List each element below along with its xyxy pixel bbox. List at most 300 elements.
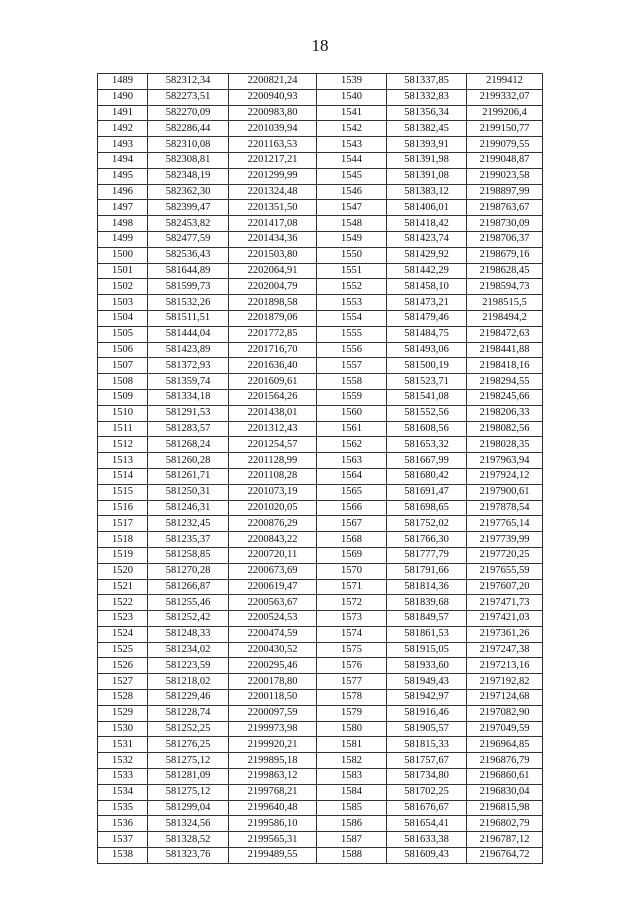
coordinates-table-body xyxy=(98,74,543,864)
point-number-cell: 1555 xyxy=(317,326,387,342)
point-number-cell: 1562 xyxy=(317,437,387,453)
point-number-cell: 1548 xyxy=(317,216,387,232)
point-number-cell: 1581 xyxy=(317,737,387,753)
x-coordinate-cell: 582270,09 xyxy=(148,105,229,121)
y-coordinate-cell: 2196815,98 xyxy=(467,800,543,816)
point-number-cell: 1512 xyxy=(98,437,148,453)
point-number-cell: 1535 xyxy=(98,800,148,816)
y-coordinate-cell: 2198706,37 xyxy=(467,231,543,247)
table-row xyxy=(98,247,543,263)
y-coordinate-cell: 2198730,09 xyxy=(467,216,543,232)
point-number-cell: 1506 xyxy=(98,342,148,358)
x-coordinate-cell: 581599,73 xyxy=(148,279,229,295)
point-number-cell: 1494 xyxy=(98,152,148,168)
x-coordinate-cell: 581383,12 xyxy=(387,184,467,200)
table-row xyxy=(98,753,543,769)
x-coordinate-cell: 581552,56 xyxy=(387,405,467,421)
y-coordinate-cell: 2201351,50 xyxy=(229,200,317,216)
x-coordinate-cell: 582273,51 xyxy=(148,89,229,105)
y-coordinate-cell: 2200178,80 xyxy=(229,674,317,690)
point-number-cell: 1565 xyxy=(317,484,387,500)
point-number-cell: 1558 xyxy=(317,374,387,390)
table-row xyxy=(98,374,543,390)
point-number-cell: 1575 xyxy=(317,642,387,658)
y-coordinate-cell: 2201879,06 xyxy=(229,310,317,326)
y-coordinate-cell: 2198494,2 xyxy=(467,310,543,326)
table-row xyxy=(98,437,543,453)
point-number-cell: 1500 xyxy=(98,247,148,263)
y-coordinate-cell: 2201312,43 xyxy=(229,421,317,437)
x-coordinate-cell: 581291,53 xyxy=(148,405,229,421)
table-row xyxy=(98,721,543,737)
point-number-cell: 1582 xyxy=(317,753,387,769)
y-coordinate-cell: 2201039,94 xyxy=(229,121,317,137)
point-number-cell: 1517 xyxy=(98,516,148,532)
point-number-cell: 1570 xyxy=(317,563,387,579)
y-coordinate-cell: 2200821,24 xyxy=(229,74,317,90)
x-coordinate-cell: 582286,44 xyxy=(148,121,229,137)
x-coordinate-cell: 581484,75 xyxy=(387,326,467,342)
y-coordinate-cell: 2199586,10 xyxy=(229,816,317,832)
table-row xyxy=(98,848,543,864)
point-number-cell: 1536 xyxy=(98,816,148,832)
point-number-cell: 1514 xyxy=(98,468,148,484)
x-coordinate-cell: 581248,33 xyxy=(148,626,229,642)
point-number-cell: 1489 xyxy=(98,74,148,90)
x-coordinate-cell: 581905,57 xyxy=(387,721,467,737)
point-number-cell: 1571 xyxy=(317,579,387,595)
y-coordinate-cell: 2198594,73 xyxy=(467,279,543,295)
point-number-cell: 1537 xyxy=(98,832,148,848)
x-coordinate-cell: 582312,34 xyxy=(148,74,229,90)
x-coordinate-cell: 581849,57 xyxy=(387,611,467,627)
y-coordinate-cell: 2198028,35 xyxy=(467,437,543,453)
x-coordinate-cell: 581523,71 xyxy=(387,374,467,390)
point-number-cell: 1542 xyxy=(317,121,387,137)
x-coordinate-cell: 581915,05 xyxy=(387,642,467,658)
point-number-cell: 1505 xyxy=(98,326,148,342)
point-number-cell: 1578 xyxy=(317,690,387,706)
y-coordinate-cell: 2199412 xyxy=(467,74,543,90)
point-number-cell: 1583 xyxy=(317,769,387,785)
y-coordinate-cell: 2198418,16 xyxy=(467,358,543,374)
x-coordinate-cell: 582348,19 xyxy=(148,168,229,184)
x-coordinate-cell: 581266,87 xyxy=(148,579,229,595)
y-coordinate-cell: 2197049,59 xyxy=(467,721,543,737)
point-number-cell: 1493 xyxy=(98,137,148,153)
y-coordinate-cell: 2201324,48 xyxy=(229,184,317,200)
table-row xyxy=(98,674,543,690)
y-coordinate-cell: 2201716,70 xyxy=(229,342,317,358)
x-coordinate-cell: 581654,41 xyxy=(387,816,467,832)
x-coordinate-cell: 581258,85 xyxy=(148,547,229,563)
point-number-cell: 1503 xyxy=(98,295,148,311)
y-coordinate-cell: 2199640,48 xyxy=(229,800,317,816)
y-coordinate-cell: 2201898,58 xyxy=(229,295,317,311)
point-number-cell: 1580 xyxy=(317,721,387,737)
point-number-cell: 1513 xyxy=(98,453,148,469)
table-row xyxy=(98,310,543,326)
point-number-cell: 1574 xyxy=(317,626,387,642)
x-coordinate-cell: 581949,43 xyxy=(387,674,467,690)
y-coordinate-cell: 2201108,28 xyxy=(229,468,317,484)
x-coordinate-cell: 581777,79 xyxy=(387,547,467,563)
table-row xyxy=(98,263,543,279)
x-coordinate-cell: 581676,67 xyxy=(387,800,467,816)
point-number-cell: 1547 xyxy=(317,200,387,216)
y-coordinate-cell: 2198897,99 xyxy=(467,184,543,200)
y-coordinate-cell: 2197765,14 xyxy=(467,516,543,532)
y-coordinate-cell: 2201217,21 xyxy=(229,152,317,168)
x-coordinate-cell: 581702,25 xyxy=(387,784,467,800)
x-coordinate-cell: 581608,56 xyxy=(387,421,467,437)
y-coordinate-cell: 2201564,26 xyxy=(229,389,317,405)
x-coordinate-cell: 581234,02 xyxy=(148,642,229,658)
x-coordinate-cell: 581328,52 xyxy=(148,832,229,848)
point-number-cell: 1497 xyxy=(98,200,148,216)
x-coordinate-cell: 582362,30 xyxy=(148,184,229,200)
table-row xyxy=(98,642,543,658)
point-number-cell: 1499 xyxy=(98,231,148,247)
y-coordinate-cell: 2199332,07 xyxy=(467,89,543,105)
x-coordinate-cell: 582399,47 xyxy=(148,200,229,216)
y-coordinate-cell: 2196802,79 xyxy=(467,816,543,832)
x-coordinate-cell: 581680,42 xyxy=(387,468,467,484)
point-number-cell: 1495 xyxy=(98,168,148,184)
table-row xyxy=(98,200,543,216)
x-coordinate-cell: 581444,04 xyxy=(148,326,229,342)
point-number-cell: 1563 xyxy=(317,453,387,469)
y-coordinate-cell: 2199863,12 xyxy=(229,769,317,785)
x-coordinate-cell: 581691,47 xyxy=(387,484,467,500)
table-row xyxy=(98,105,543,121)
y-coordinate-cell: 2197082,90 xyxy=(467,705,543,721)
point-number-cell: 1516 xyxy=(98,500,148,516)
y-coordinate-cell: 2198515,5 xyxy=(467,295,543,311)
x-coordinate-cell: 581276,25 xyxy=(148,737,229,753)
point-number-cell: 1557 xyxy=(317,358,387,374)
x-coordinate-cell: 582536,43 xyxy=(148,247,229,263)
point-number-cell: 1576 xyxy=(317,658,387,674)
point-number-cell: 1543 xyxy=(317,137,387,153)
y-coordinate-cell: 2197655,59 xyxy=(467,563,543,579)
x-coordinate-cell: 581493,06 xyxy=(387,342,467,358)
y-coordinate-cell: 2200619,47 xyxy=(229,579,317,595)
table-row xyxy=(98,184,543,200)
point-number-cell: 1566 xyxy=(317,500,387,516)
point-number-cell: 1585 xyxy=(317,800,387,816)
x-coordinate-cell: 581334,18 xyxy=(148,389,229,405)
point-number-cell: 1531 xyxy=(98,737,148,753)
point-number-cell: 1577 xyxy=(317,674,387,690)
point-number-cell: 1568 xyxy=(317,532,387,548)
x-coordinate-cell: 581942,97 xyxy=(387,690,467,706)
x-coordinate-cell: 581275,12 xyxy=(148,753,229,769)
x-coordinate-cell: 581228,74 xyxy=(148,705,229,721)
x-coordinate-cell: 581644,89 xyxy=(148,263,229,279)
point-number-cell: 1552 xyxy=(317,279,387,295)
point-number-cell: 1522 xyxy=(98,595,148,611)
x-coordinate-cell: 581698,65 xyxy=(387,500,467,516)
y-coordinate-cell: 2200097,59 xyxy=(229,705,317,721)
y-coordinate-cell: 2197900,61 xyxy=(467,484,543,500)
x-coordinate-cell: 581323,76 xyxy=(148,848,229,864)
x-coordinate-cell: 582308,81 xyxy=(148,152,229,168)
y-coordinate-cell: 2199206,4 xyxy=(467,105,543,121)
point-number-cell: 1586 xyxy=(317,816,387,832)
y-coordinate-cell: 2200983,80 xyxy=(229,105,317,121)
point-number-cell: 1530 xyxy=(98,721,148,737)
point-number-cell: 1515 xyxy=(98,484,148,500)
point-number-cell: 1556 xyxy=(317,342,387,358)
table-row xyxy=(98,690,543,706)
x-coordinate-cell: 581382,45 xyxy=(387,121,467,137)
y-coordinate-cell: 2196764,72 xyxy=(467,848,543,864)
point-number-cell: 1526 xyxy=(98,658,148,674)
point-number-cell: 1549 xyxy=(317,231,387,247)
point-number-cell: 1492 xyxy=(98,121,148,137)
x-coordinate-cell: 581255,46 xyxy=(148,595,229,611)
point-number-cell: 1561 xyxy=(317,421,387,437)
table-row xyxy=(98,326,543,342)
table-row xyxy=(98,547,543,563)
x-coordinate-cell: 581332,83 xyxy=(387,89,467,105)
x-coordinate-cell: 581359,74 xyxy=(148,374,229,390)
y-coordinate-cell: 2196876,79 xyxy=(467,753,543,769)
point-number-cell: 1529 xyxy=(98,705,148,721)
table-row xyxy=(98,832,543,848)
coordinates-table xyxy=(97,73,543,864)
x-coordinate-cell: 581815,33 xyxy=(387,737,467,753)
x-coordinate-cell: 581479,46 xyxy=(387,310,467,326)
table-row xyxy=(98,358,543,374)
y-coordinate-cell: 2200720,11 xyxy=(229,547,317,563)
y-coordinate-cell: 2200474,59 xyxy=(229,626,317,642)
point-number-cell: 1550 xyxy=(317,247,387,263)
point-number-cell: 1567 xyxy=(317,516,387,532)
x-coordinate-cell: 582453,82 xyxy=(148,216,229,232)
y-coordinate-cell: 2197124,68 xyxy=(467,690,543,706)
y-coordinate-cell: 2200295,46 xyxy=(229,658,317,674)
y-coordinate-cell: 2197421,03 xyxy=(467,611,543,627)
point-number-cell: 1521 xyxy=(98,579,148,595)
y-coordinate-cell: 2201609,61 xyxy=(229,374,317,390)
x-coordinate-cell: 581261,71 xyxy=(148,468,229,484)
y-coordinate-cell: 2198679,16 xyxy=(467,247,543,263)
y-coordinate-cell: 2201254,57 xyxy=(229,437,317,453)
point-number-cell: 1539 xyxy=(317,74,387,90)
x-coordinate-cell: 581752,02 xyxy=(387,516,467,532)
point-number-cell: 1554 xyxy=(317,310,387,326)
y-coordinate-cell: 2199565,31 xyxy=(229,832,317,848)
x-coordinate-cell: 581275,12 xyxy=(148,784,229,800)
point-number-cell: 1545 xyxy=(317,168,387,184)
x-coordinate-cell: 581423,89 xyxy=(148,342,229,358)
point-number-cell: 1507 xyxy=(98,358,148,374)
table-row xyxy=(98,453,543,469)
y-coordinate-cell: 2199079,55 xyxy=(467,137,543,153)
y-coordinate-cell: 2201073,19 xyxy=(229,484,317,500)
x-coordinate-cell: 581511,51 xyxy=(148,310,229,326)
x-coordinate-cell: 581757,67 xyxy=(387,753,467,769)
y-coordinate-cell: 2200563,67 xyxy=(229,595,317,611)
point-number-cell: 1553 xyxy=(317,295,387,311)
x-coordinate-cell: 581916,46 xyxy=(387,705,467,721)
x-coordinate-cell: 581458,10 xyxy=(387,279,467,295)
x-coordinate-cell: 581324,56 xyxy=(148,816,229,832)
x-coordinate-cell: 581766,30 xyxy=(387,532,467,548)
y-coordinate-cell: 2197361,26 xyxy=(467,626,543,642)
table-row xyxy=(98,611,543,627)
y-coordinate-cell: 2197878,54 xyxy=(467,500,543,516)
page-number: 18 xyxy=(311,36,329,55)
x-coordinate-cell: 581500,19 xyxy=(387,358,467,374)
table-row xyxy=(98,295,543,311)
y-coordinate-cell: 2196830,04 xyxy=(467,784,543,800)
y-coordinate-cell: 2198472,63 xyxy=(467,326,543,342)
table-row xyxy=(98,737,543,753)
point-number-cell: 1569 xyxy=(317,547,387,563)
point-number-cell: 1572 xyxy=(317,595,387,611)
point-number-cell: 1491 xyxy=(98,105,148,121)
table-row xyxy=(98,405,543,421)
y-coordinate-cell: 2200940,93 xyxy=(229,89,317,105)
table-row xyxy=(98,563,543,579)
y-coordinate-cell: 2201299,99 xyxy=(229,168,317,184)
x-coordinate-cell: 581356,34 xyxy=(387,105,467,121)
y-coordinate-cell: 2198441,88 xyxy=(467,342,543,358)
table-row xyxy=(98,468,543,484)
table-row xyxy=(98,500,543,516)
x-coordinate-cell: 581532,26 xyxy=(148,295,229,311)
table-row xyxy=(98,516,543,532)
y-coordinate-cell: 2200118,50 xyxy=(229,690,317,706)
point-number-cell: 1551 xyxy=(317,263,387,279)
point-number-cell: 1588 xyxy=(317,848,387,864)
y-coordinate-cell: 2197247,38 xyxy=(467,642,543,658)
point-number-cell: 1532 xyxy=(98,753,148,769)
x-coordinate-cell: 581391,98 xyxy=(387,152,467,168)
y-coordinate-cell: 2200673,69 xyxy=(229,563,317,579)
point-number-cell: 1528 xyxy=(98,690,148,706)
table-row xyxy=(98,769,543,785)
y-coordinate-cell: 2198082,56 xyxy=(467,421,543,437)
y-coordinate-cell: 2199023,58 xyxy=(467,168,543,184)
y-coordinate-cell: 2197924,12 xyxy=(467,468,543,484)
point-number-cell: 1511 xyxy=(98,421,148,437)
y-coordinate-cell: 2201636,40 xyxy=(229,358,317,374)
table-row xyxy=(98,579,543,595)
y-coordinate-cell: 2198628,45 xyxy=(467,263,543,279)
point-number-cell: 1502 xyxy=(98,279,148,295)
point-number-cell: 1504 xyxy=(98,310,148,326)
y-coordinate-cell: 2201417,08 xyxy=(229,216,317,232)
y-coordinate-cell: 2202064,91 xyxy=(229,263,317,279)
y-coordinate-cell: 2196787,12 xyxy=(467,832,543,848)
table-row xyxy=(98,532,543,548)
point-number-cell: 1510 xyxy=(98,405,148,421)
y-coordinate-cell: 2199768,21 xyxy=(229,784,317,800)
y-coordinate-cell: 2201163,53 xyxy=(229,137,317,153)
y-coordinate-cell: 2199973,98 xyxy=(229,721,317,737)
point-number-cell: 1501 xyxy=(98,263,148,279)
x-coordinate-cell: 581260,28 xyxy=(148,453,229,469)
table-row xyxy=(98,121,543,137)
y-coordinate-cell: 2199489,55 xyxy=(229,848,317,864)
x-coordinate-cell: 581429,92 xyxy=(387,247,467,263)
point-number-cell: 1573 xyxy=(317,611,387,627)
x-coordinate-cell: 581299,04 xyxy=(148,800,229,816)
table-row xyxy=(98,389,543,405)
point-number-cell: 1559 xyxy=(317,389,387,405)
point-number-cell: 1564 xyxy=(317,468,387,484)
y-coordinate-cell: 2198206,33 xyxy=(467,405,543,421)
x-coordinate-cell: 581337,85 xyxy=(387,74,467,90)
y-coordinate-cell: 2199048,87 xyxy=(467,152,543,168)
table-row xyxy=(98,816,543,832)
x-coordinate-cell: 581814,36 xyxy=(387,579,467,595)
point-number-cell: 1546 xyxy=(317,184,387,200)
table-row xyxy=(98,279,543,295)
x-coordinate-cell: 581391,08 xyxy=(387,168,467,184)
x-coordinate-cell: 581442,29 xyxy=(387,263,467,279)
y-coordinate-cell: 2197192,82 xyxy=(467,674,543,690)
y-coordinate-cell: 2200430,52 xyxy=(229,642,317,658)
x-coordinate-cell: 581252,42 xyxy=(148,611,229,627)
x-coordinate-cell: 581229,46 xyxy=(148,690,229,706)
point-number-cell: 1525 xyxy=(98,642,148,658)
y-coordinate-cell: 2197607,20 xyxy=(467,579,543,595)
point-number-cell: 1518 xyxy=(98,532,148,548)
y-coordinate-cell: 2200843,22 xyxy=(229,532,317,548)
point-number-cell: 1534 xyxy=(98,784,148,800)
point-number-cell: 1533 xyxy=(98,769,148,785)
x-coordinate-cell: 581423,74 xyxy=(387,231,467,247)
x-coordinate-cell: 581235,37 xyxy=(148,532,229,548)
point-number-cell: 1579 xyxy=(317,705,387,721)
x-coordinate-cell: 581218,02 xyxy=(148,674,229,690)
point-number-cell: 1540 xyxy=(317,89,387,105)
point-number-cell: 1584 xyxy=(317,784,387,800)
table-row xyxy=(98,595,543,611)
y-coordinate-cell: 2198763,67 xyxy=(467,200,543,216)
y-coordinate-cell: 2202004,79 xyxy=(229,279,317,295)
point-number-cell: 1544 xyxy=(317,152,387,168)
y-coordinate-cell: 2201128,99 xyxy=(229,453,317,469)
table-row xyxy=(98,231,543,247)
y-coordinate-cell: 2196964,85 xyxy=(467,737,543,753)
x-coordinate-cell: 581223,59 xyxy=(148,658,229,674)
x-coordinate-cell: 581633,38 xyxy=(387,832,467,848)
table-row xyxy=(98,89,543,105)
point-number-cell: 1527 xyxy=(98,674,148,690)
point-number-cell: 1538 xyxy=(98,848,148,864)
x-coordinate-cell: 581283,57 xyxy=(148,421,229,437)
y-coordinate-cell: 2201438,01 xyxy=(229,405,317,421)
x-coordinate-cell: 582310,08 xyxy=(148,137,229,153)
x-coordinate-cell: 581270,28 xyxy=(148,563,229,579)
x-coordinate-cell: 581250,31 xyxy=(148,484,229,500)
point-number-cell: 1490 xyxy=(98,89,148,105)
y-coordinate-cell: 2198294,55 xyxy=(467,374,543,390)
point-number-cell: 1508 xyxy=(98,374,148,390)
x-coordinate-cell: 581653,32 xyxy=(387,437,467,453)
point-number-cell: 1560 xyxy=(317,405,387,421)
x-coordinate-cell: 581418,42 xyxy=(387,216,467,232)
x-coordinate-cell: 581861,53 xyxy=(387,626,467,642)
x-coordinate-cell: 581839,68 xyxy=(387,595,467,611)
table-row xyxy=(98,74,543,90)
